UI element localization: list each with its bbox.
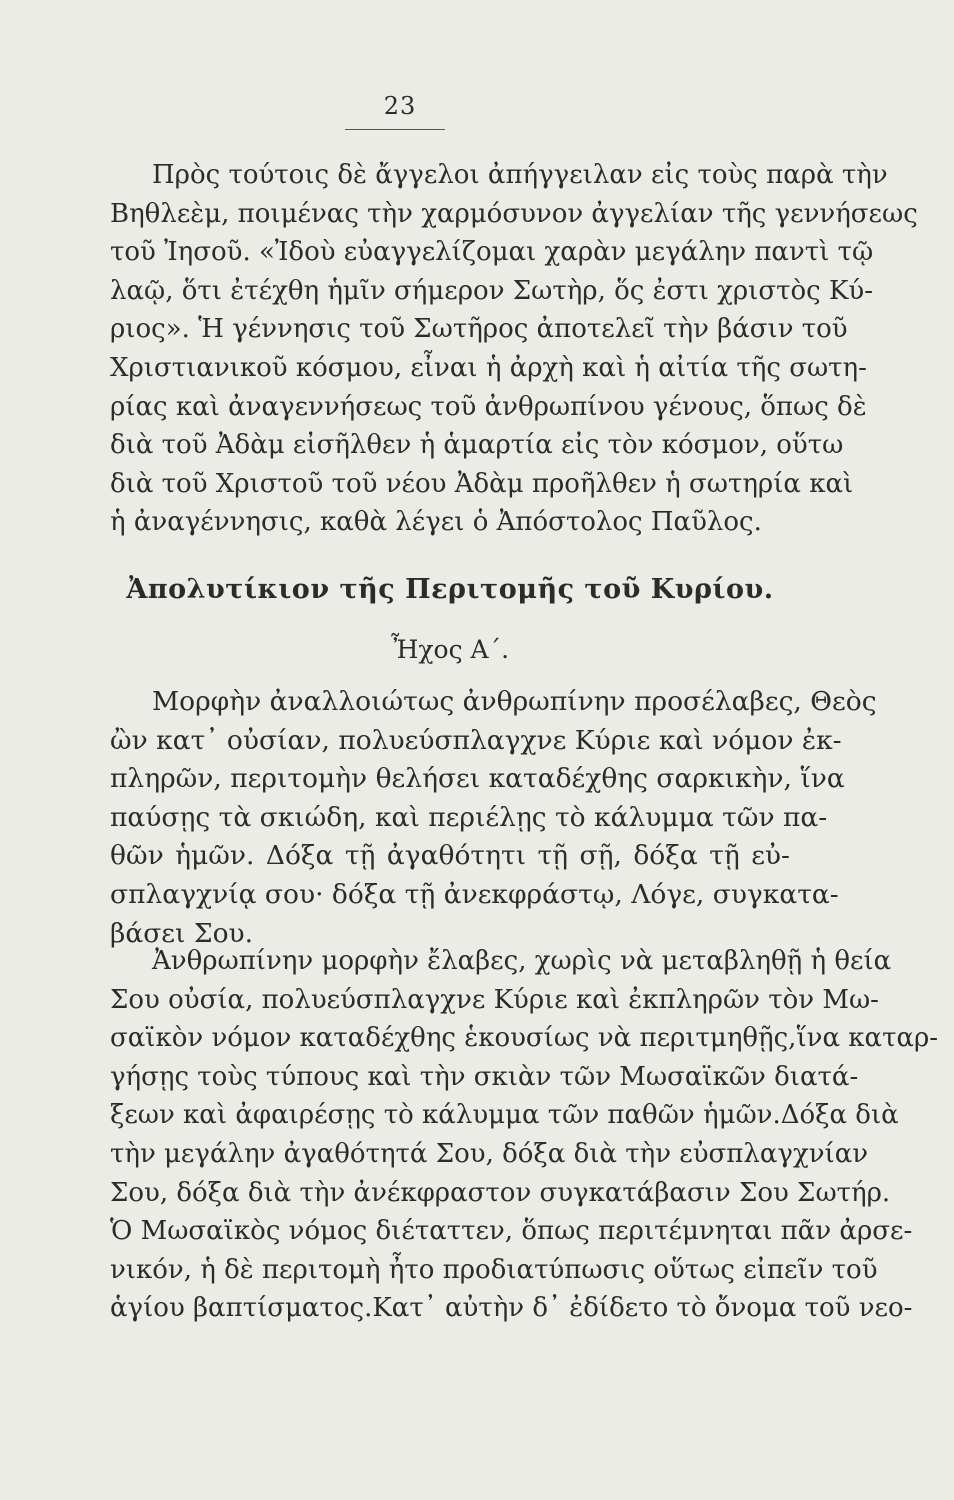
text-line: ρίας καὶ ἀναγεννήσεως τοῦ ἀνθρωπίνου γένους, ὅπως δὲ — [110, 391, 867, 422]
text-line: διὰ τοῦ Χριστοῦ τοῦ νέου Ἀδὰμ προῆλθεν ἡ σωτηρία καὶ — [110, 468, 854, 499]
page-number: 23 — [383, 92, 417, 120]
text-line: σπλαγχνίᾳ σου· δόξα τῇ ἀνεκφράστῳ, Λόγε, συγκατα- — [110, 878, 839, 910]
text-line: ἁγίου βαπτίσματος.Κατ᾽ αὐτὴν δ᾽ ἐδίδετο τὸ ὄνομα τοῦ νεο- — [110, 1293, 913, 1324]
paragraph-apolytikion — [110, 683, 877, 953]
text-line: πληρῶν, περιτομὴν θελήσει καταδέχθης σαρκικὴν, ἵνα — [110, 763, 845, 795]
text-line: νικόν, ἡ δὲ περιτομὴ ἦτο προδιατύπωσις οὕτως εἰπεῖν τοῦ — [110, 1254, 878, 1285]
text-line: Βηθλεὲμ, ποιμένας τὴν χαρμόσυνον ἀγγελίαν τῆς γεννήσεως — [110, 198, 918, 229]
text-line: βάσει Σου. — [110, 917, 254, 949]
text-line: ὢν κατ᾽ οὐσίαν, πολυεύσπλαγχνε Κύριε καὶ νόμον ἐκ- — [110, 724, 842, 756]
text-line: ἡ ἀναγέννησις, καθὰ λέγει ὁ Ἀπόστολος Παῦλος. — [110, 507, 762, 538]
text-line: Ὁ Μωσαϊκὸς νόμος διέταττεν, ὅπως περιτέμνηται πᾶν ἀρσε- — [110, 1216, 913, 1247]
paragraph-paraphrase — [110, 942, 939, 1328]
text-line: θῶν ἡμῶν. Δόξα τῇ ἀγαθότητι τῇ σῇ, δόξα τῇ εὐ- — [110, 840, 790, 872]
text-line: ριος». Ἡ γέννησις τοῦ Σωτῆρος ἀποτελεῖ τὴν βάσιν τοῦ — [110, 314, 848, 345]
text-line: λαῷ, ὅτι ἐτέχθη ἡμῖν σήμερον Σωτὴρ, ὅς ἐστι χριστὸς Κύ- — [110, 275, 874, 306]
text-line: τοῦ Ἰησοῦ. «Ἰδοὺ εὐαγγελίζομαι χαρὰν μεγάλην παντὶ τῷ — [110, 237, 874, 268]
text-line: τὴν μεγάλην ἀγαθότητά Σου, δόξα διὰ τὴν εὐσπλαγχνίαν — [110, 1138, 869, 1169]
text-line: σαϊκὸν νόμον καταδέχθης ἑκουσίως νὰ περιτμηθῇς,ἵνα καταρ- — [110, 1023, 939, 1054]
hymn-heading: Ἀπολυτίκιον τῆς Περιτομῆς τοῦ Κυρίου. — [126, 574, 774, 605]
text-line: παύσῃς τὰ σκιώδη, καὶ περιέλῃς τὸ κάλυμμα τῶν πα- — [110, 801, 828, 833]
hymn-tone: Ἦχος Α΄. — [390, 635, 510, 664]
text-line: Πρὸς τούτοις δὲ ἄγγελοι ἀπήγγειλαν εἰς τοὺς παρὰ τὴν — [152, 160, 888, 190]
text-line: Χριστιανικοῦ κόσμου, εἶναι ἡ ἀρχὴ καὶ ἡ αἰτία τῆς σωτη- — [110, 352, 867, 383]
text-line: Μορφὴν ἀναλλοιώτως ἀνθρωπίνην προσέλαβες, Θεὸς — [152, 686, 877, 717]
paragraph-nativity — [110, 156, 918, 542]
text-line: Σου, δόξα διὰ τὴν ἀνέκφραστον συγκατάβασιν Σου Σωτήρ. — [110, 1177, 891, 1208]
text-line: διὰ τοῦ Ἀδὰμ εἰσῆλθεν ἡ ἁμαρτία εἰς τὸν κόσμον, οὕτω — [110, 430, 844, 461]
text-line: ξεων καὶ ἀφαιρέσῃς τὸ κάλυμμα τῶν παθῶν ἡμῶν.Δόξα διὰ — [110, 1100, 899, 1131]
text-line: Ἀνθρωπίνην μορφὴν ἔλαβες, χωρὶς νὰ μεταβληθῇ ἡ θεία — [152, 946, 892, 976]
page-number-rule — [345, 129, 445, 130]
text-line: Σου οὐσία, πολυεύσπλαγχνε Κύριε καὶ ἐκπληρῶν τὸν Μω- — [110, 984, 879, 1015]
text-line: γήσῃς τοὺς τύπους καὶ τὴν σκιὰν τῶν Μωσαϊκῶν διατά- — [110, 1061, 859, 1092]
